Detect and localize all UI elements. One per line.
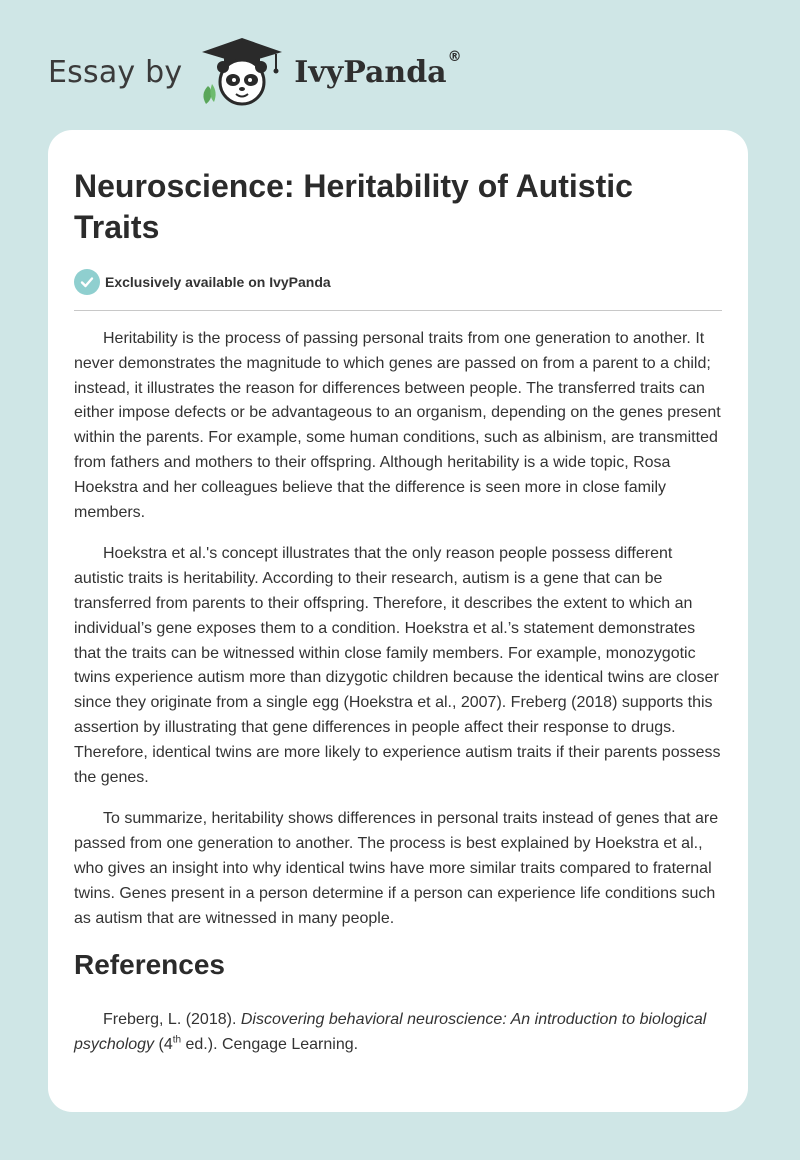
exclusive-badge-text: Exclusively available on IvyPanda [105,274,331,290]
reference-edition-sup: th [172,1034,182,1046]
reference-edition-prefix: (4 [154,1036,173,1054]
site-header [48,36,462,108]
paragraph-1: Heritability is the process of passing personal traits from one generation to another. It never demonstrates the magnitude to which genes are passed on from a parent to a child; instead, it illustrates the reason for differences between people. The transferred traits can either impose defects or be advantageous to an organism, depending on the genes present within the parents. For example, some human conditions, such as albinism, are transmitted from fathers and mothers to their offspring. Although heritability is a wide topic, Rosa Hoekstra and her colleagues believe that the difference is seen more in close family members. [74,330,721,521]
essay-title: Neuroscience: Heritability of Autistic Traits [74,168,633,245]
essay-card [48,130,748,1112]
references-heading: References [74,949,225,981]
checkmark-icon [74,269,100,295]
essay-body [74,327,722,931]
paragraph-2: Hoekstra et al.'s concept illustrates that the only reason people possess different autistic traits is heritability. According to their research, autism is a gene that can be transferred from parents to their offspring. Therefore, it describes the extent to which an individual’s gene exposes them to a condition. Hoekstra et al.’s statement demonstrates that the traits can be witnessed within close family members. For example, monozygotic twins experience autism more than dizygotic children because the identical twins are closer since they originate from a single egg (Hoekstra et al., 2007). Freberg (2018) supports this assertion by illustrating that gene differences in people affect their response to drugs. Therefore, identical twins are more likely to experience autism traits if their parents possess the genes. [74,545,721,786]
exclusive-badge [74,268,722,296]
reference-author: Freberg, L. (2018). [103,1011,241,1029]
reference-item [74,1008,722,1058]
paragraph-3: To summarize, heritability shows differences in personal traits instead of genes that are passed from one generation to another. The process is best explained by Hoekstra et al., who gives an insight into why identical twins have more similar traits compared to fraternal twins. Genes present in a person determine if a person can experience life conditions such as autism that are witnessed in many people. [74,810,719,927]
title-divider [74,310,722,311]
essay-by-label: Essay by [48,54,183,90]
brand-name[interactable] [294,48,462,90]
reference-title: Discovering behavioral neuroscience: An introduction to biological psychology [74,1011,707,1054]
registered-mark: ® [447,48,462,65]
brand-name-text: IvyPanda [294,54,447,90]
reference-publisher: ed.). Cengage Learning. [181,1036,359,1054]
panda-graduate-logo-icon[interactable] [196,36,288,108]
